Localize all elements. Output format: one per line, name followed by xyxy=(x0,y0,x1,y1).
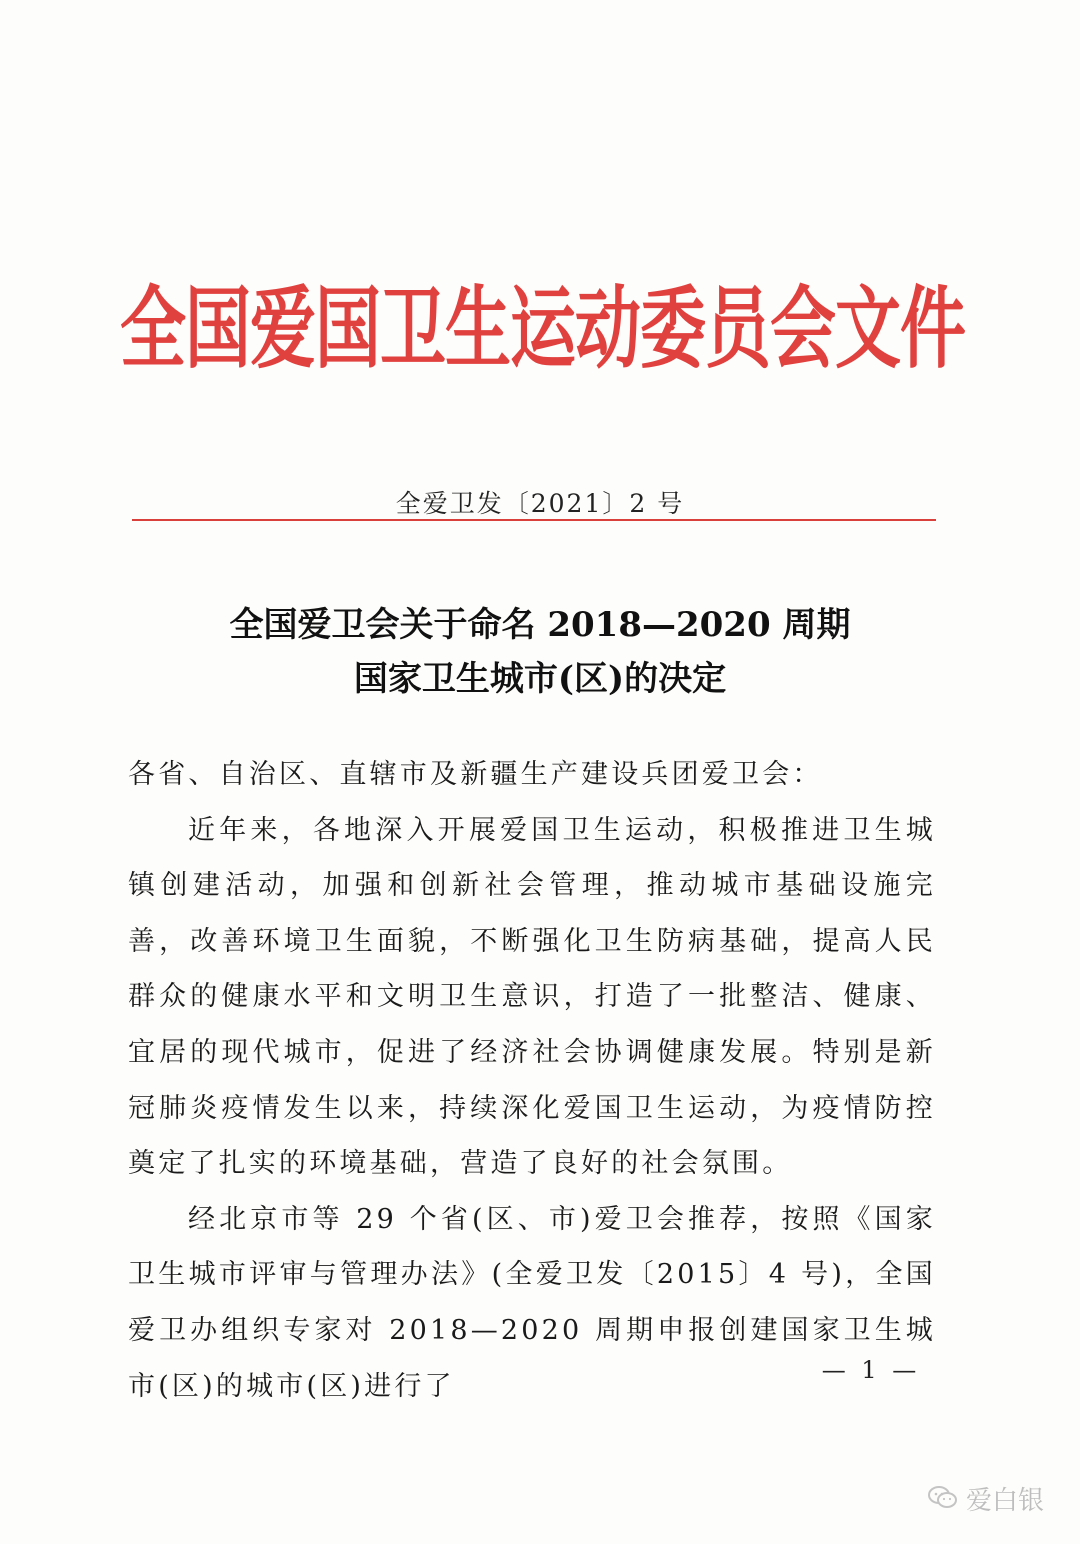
watermark xyxy=(928,1478,1044,1518)
document-header-title: 全国爱国卫生运动委员会文件 xyxy=(120,277,965,382)
body-paragraph-1: 近年来，各地深入开展爱国卫生运动，积极推进卫生城镇创建活动，加强和创新社会管理，推动城市基础设施完善，改善环境卫生面貌，不断强化卫生防病基础，提高人民群众的健康水平和文明卫生意识，打造了一批整洁、健康、宜居的现代城市，促进了经济社会协调健康发展。特别是新冠肺炎疫情发生以来，持续深化爱国卫生运动，为疫情防控奠定了扎实的环境基础，营造了良好的社会氛围。 xyxy=(128,814,936,1180)
salutation: 各省、自治区、直辖市及新疆生产建设兵团爱卫会： xyxy=(128,759,823,790)
page-number: — 1 — xyxy=(821,1356,921,1384)
wechat-icon xyxy=(928,1485,958,1511)
body-paragraph-2: 经北京市等 29 个省(区、市)爱卫会推荐，按照《国家卫生城市评审与管理办法》(全爱卫发〔2015〕4 号)，全国爱卫办组织专家对 2018—2020 周期申报创建国家卫生城市(区)的城市(区)进行了 xyxy=(128,1203,936,1402)
document-title xyxy=(0,598,1080,706)
red-divider-line xyxy=(132,519,936,521)
document-number: 全爱卫发〔2021〕2 号 xyxy=(395,489,685,518)
title-line-2: 国家卫生城市(区)的决定 xyxy=(353,659,727,699)
document-body xyxy=(128,747,936,1414)
title-line-1: 全国爱卫会关于命名 2018—2020 周期 xyxy=(229,605,851,645)
watermark-text: 爱白银 xyxy=(966,1485,1045,1516)
